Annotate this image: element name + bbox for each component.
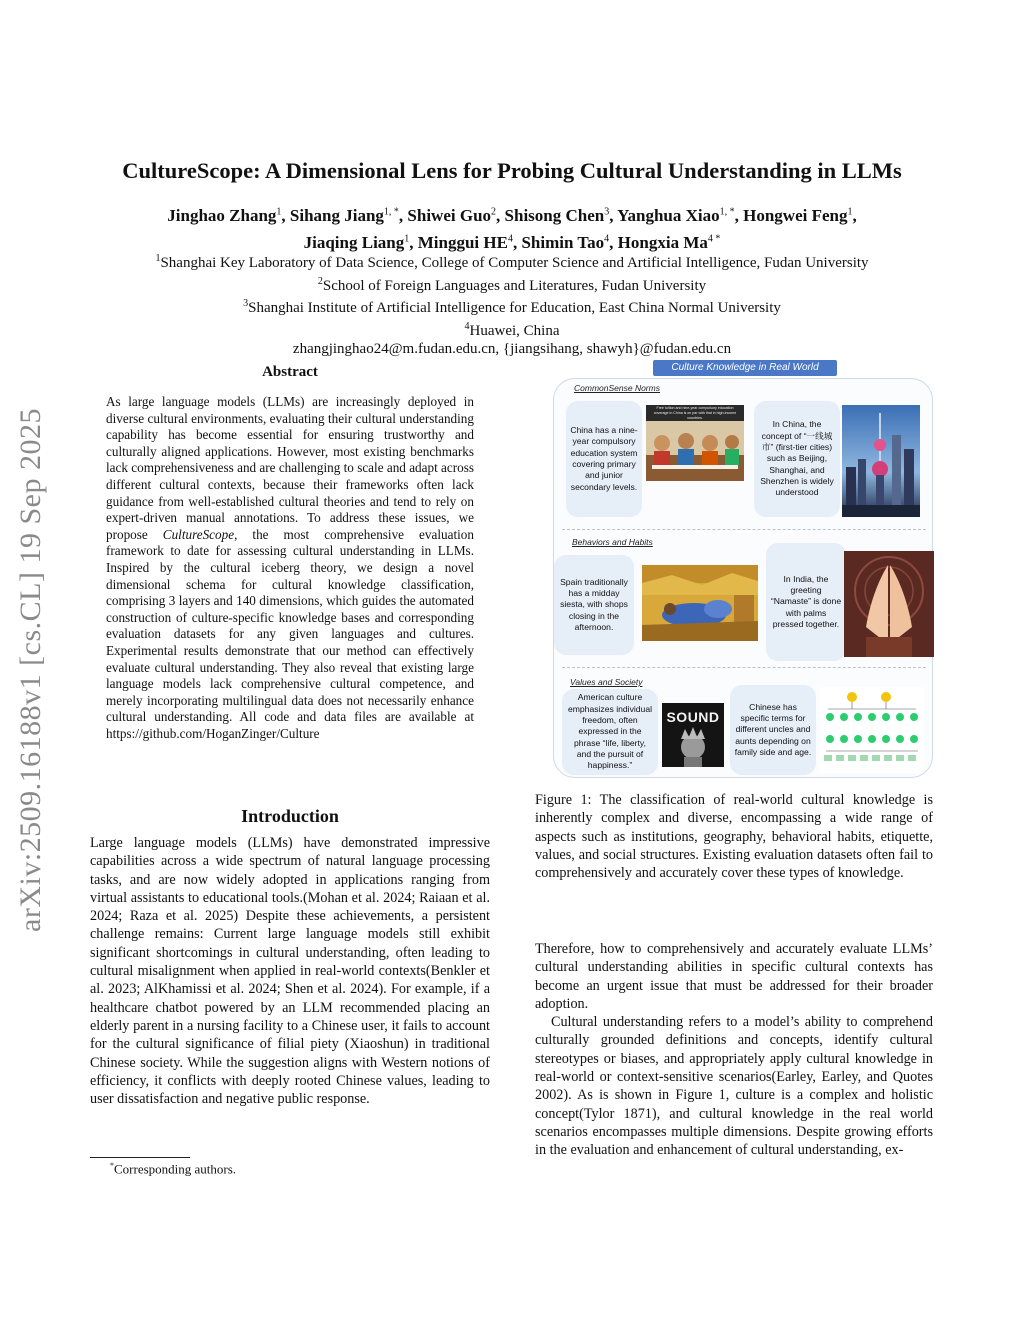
author: Sihang Jiang$^{1, *}$, bbox=[289, 205, 408, 225]
author-list bbox=[80, 200, 944, 255]
author: Shisong Chen$^3$, bbox=[504, 205, 618, 225]
city-skyline-icon bbox=[842, 405, 920, 517]
affiliation: $^4$Huawei, China bbox=[464, 320, 560, 339]
footnote: *Corresponding authors. bbox=[110, 1161, 237, 1177]
freedom-poster bbox=[662, 703, 724, 767]
right-column-body bbox=[535, 940, 933, 1160]
paragraph: Cultural understanding refers to a model’s ability to comprehend culturally grounded definitions and concepts, identify cultural stereotypes or biases, and appropriately apply cultural knowledge in real-world or context-sensitive scenarios(Earley, Earley, and Quotes 2002). As is shown in Figure 1, culture is a complex and holistic concept(Tylor 1871), and cultural knowledge in the real world scenarios encompasses multiple dimensions. Despite growing efforts in the evaluation and enhancement of cultural understanding, ex- bbox=[535, 1014, 933, 1159]
figure-1 bbox=[553, 360, 933, 778]
shanghai-skyline-photo bbox=[842, 405, 920, 517]
paper-title: CultureScope: A Dimensional Lens for Probing Cultural Understanding in LLMs bbox=[122, 158, 902, 183]
family-tree-icon bbox=[820, 687, 924, 773]
abstract-body: As large language models (LLMs) are increasingly deployed in diverse cultural environments, evaluating their cultural understanding capability has become essential for ensuring trustworthy and culturally aligned applications. However, most existing benchmarks lack comprehensiveness and are challenging to scale and adapt across different cultural contexts, because their frameworks often lack guidance from well-established cultural theories and tend to rely on expert-driven manual annotations. To address these issues, we propose CultureScope, the most comprehensive evaluation framework to date for assessing cultural understanding in LLMs. Inspired by the cultural iceberg theory, we design a novel dimensional schema for cultural knowledge classification, comprising 3 layers and 140 dimensions, which guides the automated construction of culture-specific knowledge bases and corresponding evaluation datasets for any given languages and cultures. Experimental results demonstrate that our method can effectively evaluate cultural understanding. They also reveal that existing large language models lack comprehensive cultural competence, and merely incorporating multilingual data does not necessarily enhance cultural understanding. All code and data files are available at https://github.com/HoganZinger/Culture bbox=[106, 394, 475, 741]
figure-frame bbox=[553, 378, 933, 778]
kinship-chart bbox=[820, 687, 924, 773]
affiliation: $^3$Shanghai Institute of Artificial Intelligence for Education, East China Normal University bbox=[243, 298, 781, 316]
section-title-values: Values and Society bbox=[570, 677, 643, 687]
classroom-scene-icon bbox=[646, 421, 744, 481]
poster-title: SOUND bbox=[666, 709, 720, 725]
paragraph: Therefore, how to comprehensively and accurately evaluate LLMs’ cultural understanding abilities in specific cultural contexts has become an urgent issue that must be addressed for their broader adoption. bbox=[535, 941, 933, 1012]
author: Hongxia $Ma^{4 *}$ bbox=[617, 233, 721, 253]
namaste-photo bbox=[844, 551, 934, 657]
section-divider bbox=[562, 667, 926, 668]
classroom-photo bbox=[646, 405, 744, 481]
classroom-banner: Free tuition and nine-year compulsory education coverage in China is on par with that in high-income countries. bbox=[646, 405, 744, 421]
bubble-spain-siesta: Spain traditionally has a midday siesta, with shops closing in the afternoon. bbox=[554, 555, 634, 655]
abstract-heading: Abstract bbox=[262, 364, 318, 380]
author-line-1 bbox=[80, 200, 944, 228]
affiliation: $^2$School of Foreign Languages and Literatures, Fudan University bbox=[317, 275, 707, 294]
section-divider bbox=[562, 529, 926, 530]
author: Shiwei Guo$^2$, bbox=[407, 205, 505, 225]
arxiv-stamp bbox=[0, 370, 62, 970]
author: Shimin Tao$^4$, bbox=[521, 233, 618, 253]
bubble-namaste: In India, the greeting “Namaste” is done with palms pressed together. bbox=[766, 543, 846, 661]
bubble-american-freedom: American culture emphasizes individual freedom, often expressed in the phrase “life, liberty, and the pursuit of happiness.” bbox=[562, 689, 658, 775]
arxiv-id: arXiv:2509.16188v1 [cs.CL] 19 Sep 2025 bbox=[14, 408, 48, 932]
introduction-body: Large language models (LLMs) have demonstrated impressive capabilities across a wide spectrum of natural language processing tasks, and are now widely adopted in applications ranging from virtual assistants to educational tools.(Mohan et al. 2024; Raiaan et al. 2024; Raza et al. 2025) Despite these achievements, a persistent challenge remains: Current large language models still exhibit significant shortcomings in cultural understanding, often leading to cultural misalignment when applied in real-world contexts(Benkler et al. 2023; AlKhamissi et al. 2024; Shen et al. 2024). For example, if a healthcare chatbot powered by an LLM recommended placing an elderly parent in a nursing facility to a Chinese user, it fails to account for the cultural significance of filial piety (Xiaoshun) in traditional Chinese society. While the suggestion aligns with Western notions of efficiency, it conflicts with deeply rooted Chinese values, leading to user dissatisfaction and negative public response. bbox=[90, 835, 490, 1108]
bubble-china-education: China has a nine-year compulsory education system covering primary and junior secondary levels. bbox=[566, 401, 642, 517]
contact-emails: zhangjinghao24@m.fudan.edu.cn, {jiangsihang, shawyh}@fudan.edu.cn bbox=[292, 341, 732, 357]
introduction-heading: Introduction bbox=[241, 806, 339, 826]
author: Jinghao Zhang$^1$, bbox=[167, 205, 290, 225]
bubble-chinese-kinship: Chinese has specific terms for different uncles and aunts depending on family side and age. bbox=[730, 685, 816, 775]
author: Jiaqing Liang$^1$, bbox=[303, 233, 418, 253]
siesta-scene-icon bbox=[642, 565, 758, 641]
bubble-first-tier-cities: In China, the concept of “一线城市” (first-tier cities) such as Beijing, Shanghai, and Shenzhen is widely understood bbox=[754, 401, 840, 517]
footnote-rule bbox=[90, 1157, 190, 1158]
figure-header: Culture Knowledge in Real World bbox=[653, 360, 837, 376]
author: Yanghua Xiao$^{1, *}$, bbox=[617, 205, 744, 225]
affiliations bbox=[80, 250, 944, 359]
siesta-painting bbox=[642, 565, 758, 641]
affiliation: $^1$Shanghai Key Laboratory of Data Science, College of Computer Science and Artificial Intelligence, Fudan University bbox=[155, 253, 869, 271]
author: Minggui $HE^4$, bbox=[417, 233, 522, 253]
section-title-commonsense: CommonSense Norms bbox=[574, 383, 660, 393]
author: Hongwei Feng$^1$, bbox=[743, 205, 857, 225]
section-title-behaviors: Behaviors and Habits bbox=[572, 537, 653, 547]
statue-of-liberty-icon bbox=[662, 727, 724, 767]
figure-caption: Figure 1: The classification of real-world cultural knowledge is inherently complex and diverse, encompassing a wide range of aspects such as institutions, geography, behavioral habits, etiquette, values, and social structures. Existing evaluation datasets often fail to comprehensively and accurately cover these types of knowledge. bbox=[535, 792, 933, 882]
praying-hands-icon bbox=[844, 551, 934, 657]
